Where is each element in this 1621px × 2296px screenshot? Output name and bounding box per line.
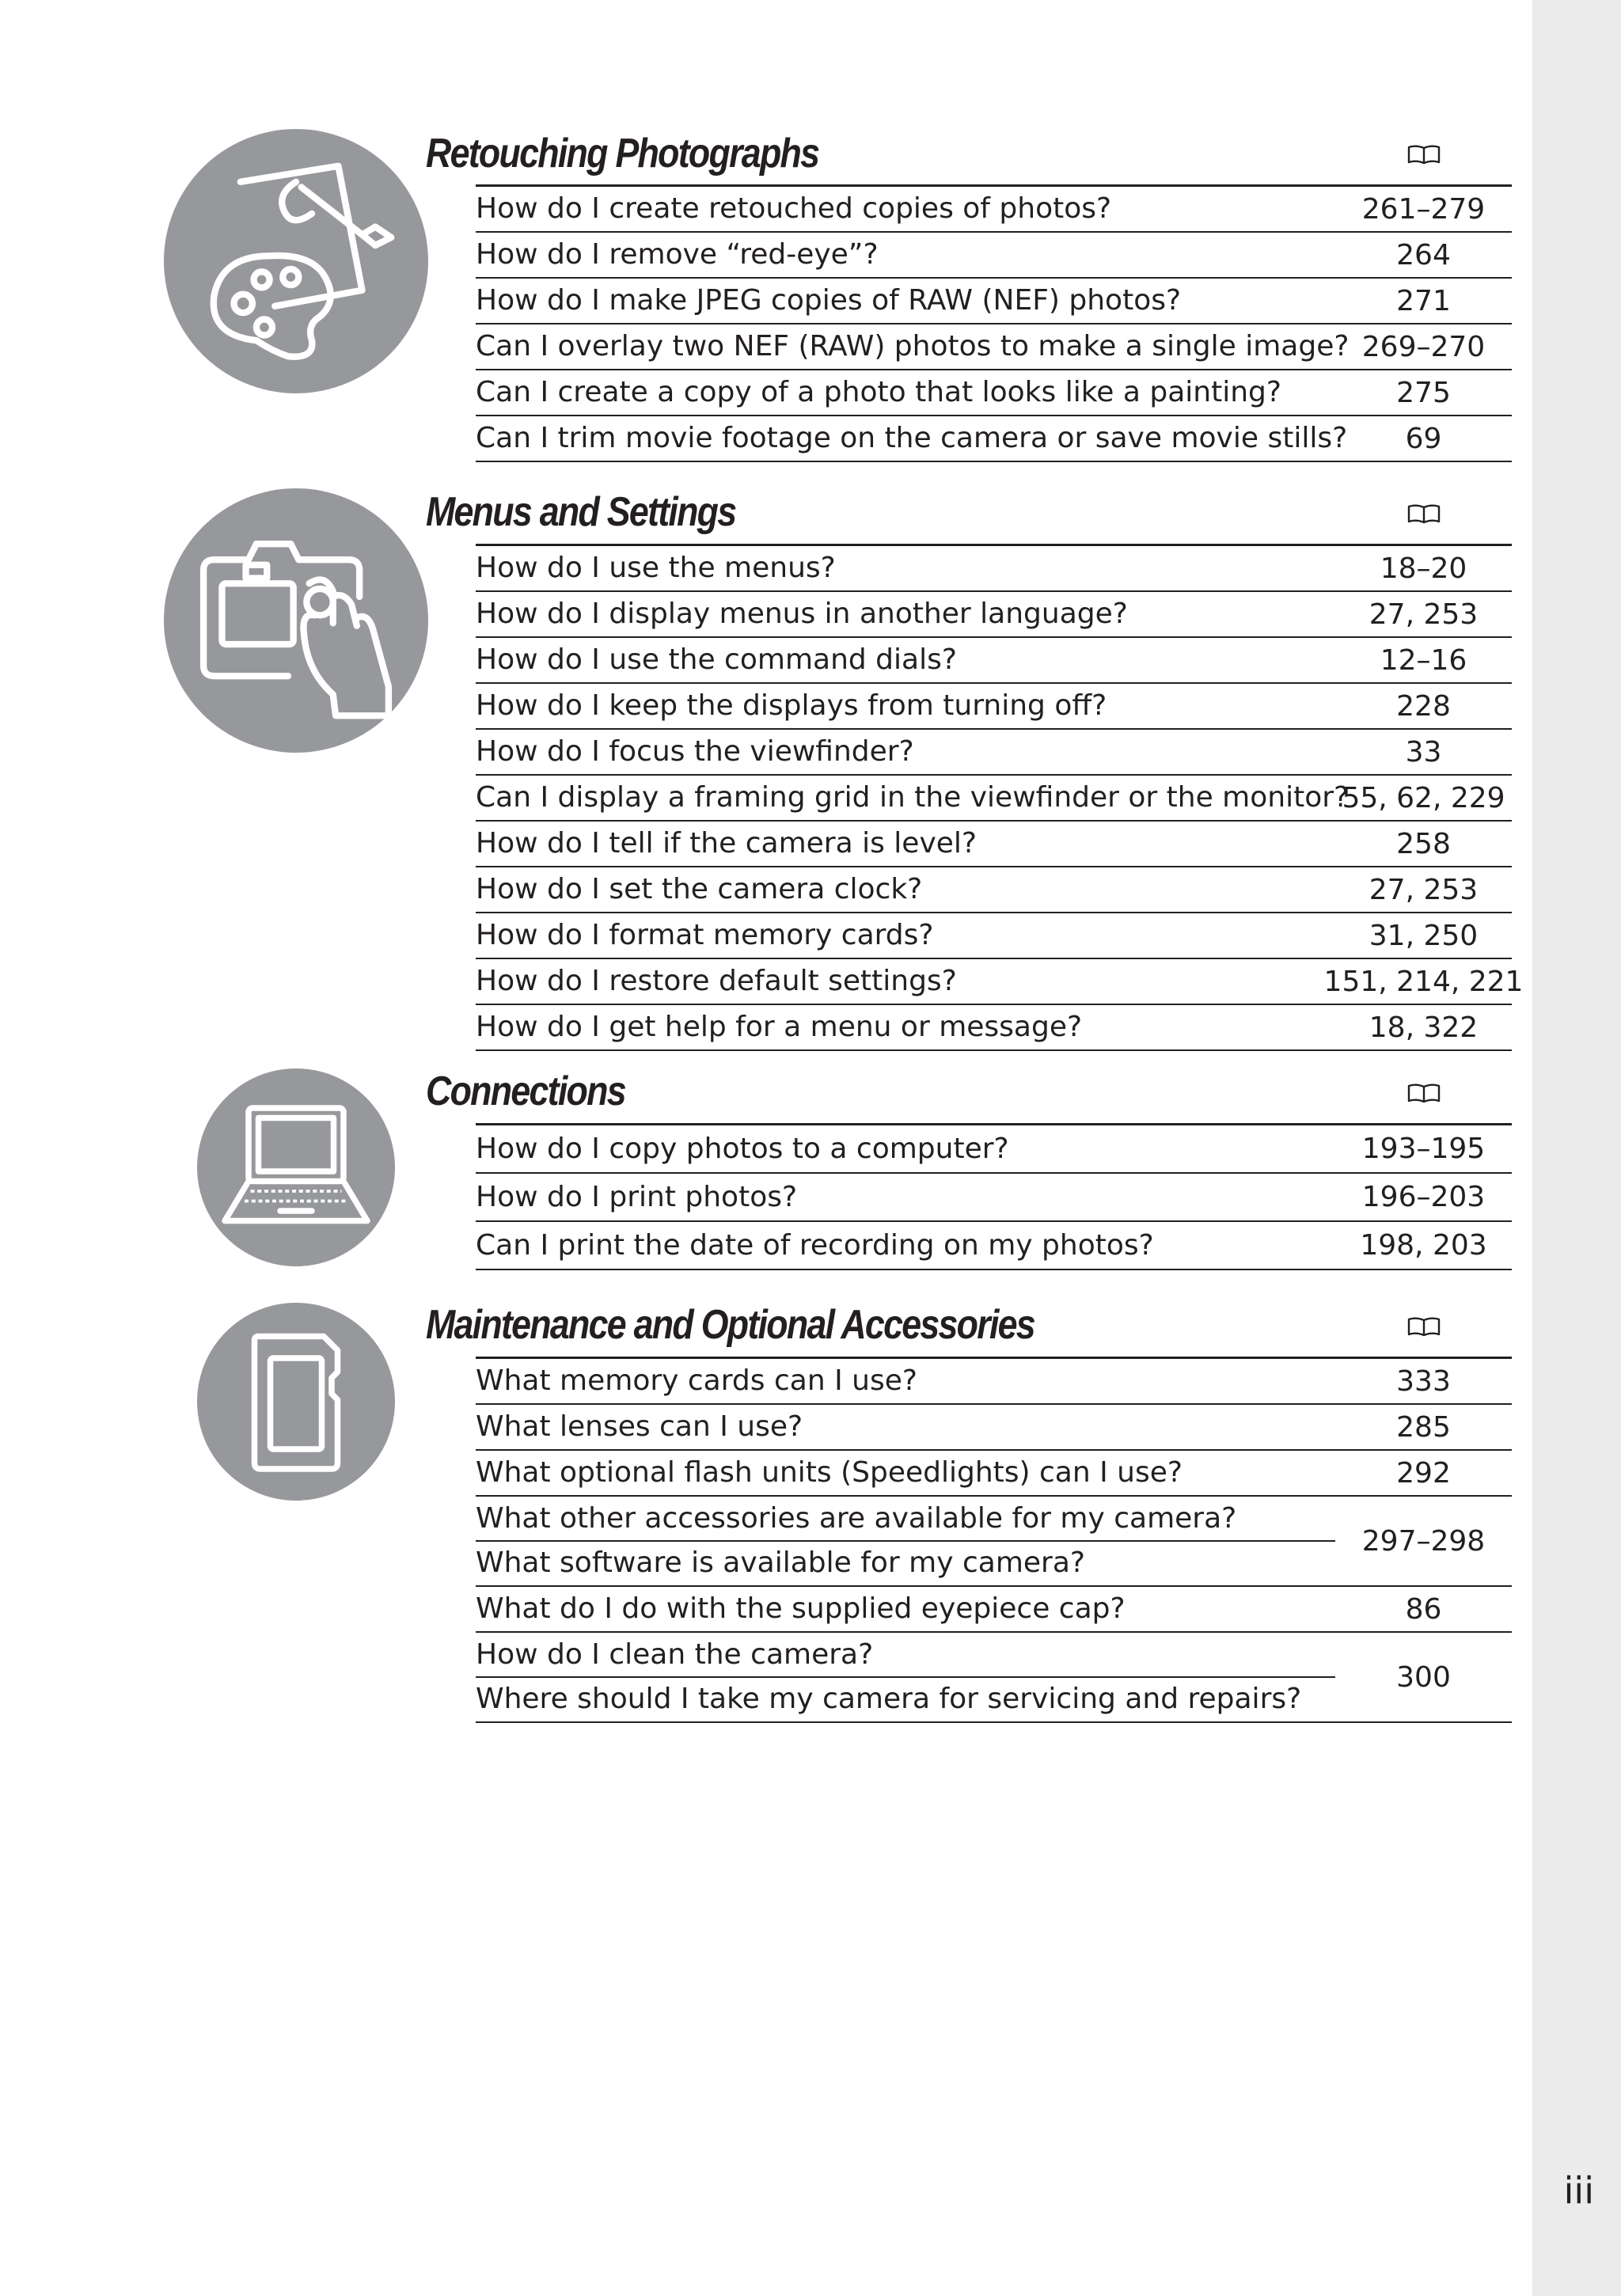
- question-text: How do I focus the viewfinder?: [476, 735, 914, 768]
- page-reference: 333: [1396, 1364, 1451, 1398]
- memory-card-icon: [197, 1303, 395, 1501]
- question-text: How do I print photos?: [476, 1181, 798, 1213]
- page-reference: 31, 250: [1369, 919, 1479, 952]
- table-row: [476, 233, 1512, 279]
- question-table-maintenance: [476, 1357, 1512, 1723]
- question-text: How do I keep the displays from turning off?: [476, 689, 1107, 722]
- table-row: [476, 1451, 1512, 1497]
- laptop-icon: [197, 1068, 395, 1266]
- table-row: [476, 1222, 1512, 1270]
- page-reference: 193–195: [1361, 1133, 1486, 1165]
- page-reference: 12–16: [1380, 643, 1467, 677]
- page-reference: 297–298: [1361, 1524, 1486, 1558]
- question-text: How do I display menus in another language?: [476, 598, 1128, 630]
- camera-hand-icon: [164, 488, 428, 753]
- question-text: How do I use the menus?: [476, 552, 836, 584]
- table-row: [476, 546, 1512, 592]
- section-title-connections: Connections: [426, 1068, 625, 1114]
- table-row: [476, 324, 1512, 370]
- table-row: [476, 1359, 1512, 1405]
- section-title-retouching: Retouching Photographs: [426, 131, 819, 176]
- question-text: How do I tell if the camera is level?: [476, 827, 978, 860]
- question-text: Can I display a framing grid in the viewfinder or the monitor?: [476, 781, 1350, 814]
- page-reference: 33: [1405, 735, 1442, 768]
- table-row: [476, 867, 1512, 913]
- table-row: [476, 279, 1512, 324]
- table-row: [476, 913, 1512, 959]
- page-reference: 55, 62, 229: [1342, 781, 1505, 814]
- question-text: How do I clean the camera?: [476, 1638, 874, 1671]
- table-row: [476, 592, 1512, 638]
- question-table-menus: [476, 544, 1524, 1051]
- question-text: What other accessories are available for my camera?: [476, 1502, 1237, 1535]
- page-reference: 228: [1396, 689, 1451, 723]
- page-reference: 285: [1396, 1410, 1451, 1444]
- section-title-menus: Menus and Settings: [426, 489, 736, 535]
- page-reference: 196–203: [1361, 1181, 1486, 1213]
- page-reference: 198, 203: [1360, 1229, 1487, 1262]
- question-text: How do I use the command dials?: [476, 643, 957, 676]
- question-text: How do I format memory cards?: [476, 919, 934, 951]
- question-text: How do I copy photos to a computer?: [476, 1133, 1009, 1165]
- book-icon: [1407, 503, 1441, 524]
- question-table-retouching: [476, 184, 1512, 462]
- table-row: [476, 416, 1512, 462]
- page-reference: 269–270: [1361, 330, 1486, 363]
- question-text: Where should I take my camera for servicing and repairs?: [476, 1683, 1302, 1715]
- book-icon: [1407, 1083, 1441, 1103]
- page-reference: 86: [1405, 1592, 1442, 1626]
- question-text: Can I trim movie footage on the camera or save movie stills?: [476, 422, 1348, 454]
- page-reference: 27, 253: [1369, 873, 1479, 906]
- page-reference: 69: [1405, 422, 1442, 455]
- page-reference: 258: [1396, 827, 1451, 860]
- question-text: How do I remove “red-eye”?: [476, 238, 879, 271]
- question-text: How do I get help for a menu or message?: [476, 1011, 1083, 1043]
- question-text: What optional flash units (Speedlights) can I use?: [476, 1456, 1183, 1489]
- page-reference: 292: [1396, 1456, 1451, 1490]
- question-text: How do I restore default settings?: [476, 965, 957, 997]
- question-text: What software is available for my camera?: [476, 1546, 1086, 1579]
- book-icon: [1407, 144, 1441, 165]
- page-reference: 261–279: [1361, 192, 1486, 226]
- table-row: [476, 638, 1512, 684]
- page-number: iii: [1563, 2169, 1594, 2212]
- page-reference: 271: [1396, 284, 1451, 317]
- table-row: [476, 370, 1512, 416]
- table-row: [476, 187, 1512, 233]
- page-side-strip: [1532, 0, 1621, 2296]
- question-text: What do I do with the supplied eyepiece cap?: [476, 1592, 1126, 1625]
- table-row: [476, 822, 1512, 867]
- page-reference: 27, 253: [1369, 598, 1479, 631]
- table-row: [476, 730, 1512, 776]
- page-reference: 18, 322: [1369, 1011, 1479, 1044]
- question-text: Can I create a copy of a photo that looks like a painting?: [476, 376, 1282, 408]
- palette-brush-icon: [164, 129, 428, 393]
- page-reference: 151, 214, 221: [1323, 965, 1524, 998]
- question-text: What memory cards can I use?: [476, 1364, 917, 1397]
- table-row: [476, 959, 1524, 1005]
- table-row: [476, 684, 1512, 730]
- page-reference: 275: [1396, 376, 1451, 409]
- question-text: What lenses can I use?: [476, 1410, 803, 1443]
- question-text: How do I create retouched copies of photos?: [476, 192, 1112, 225]
- page-reference: 300: [1396, 1660, 1451, 1694]
- table-row: [476, 1125, 1512, 1174]
- question-text: How do I make JPEG copies of RAW (NEF) photos?: [476, 284, 1182, 317]
- question-text: Can I print the date of recording on my photos?: [476, 1229, 1154, 1262]
- table-row: [476, 1005, 1512, 1051]
- table-row: [476, 1174, 1512, 1222]
- question-table-connections: [476, 1123, 1512, 1270]
- table-row: [476, 1497, 1512, 1587]
- table-row: [476, 776, 1512, 822]
- book-icon: [1407, 1316, 1441, 1337]
- table-row: [476, 1405, 1512, 1451]
- question-text: Can I overlay two NEF (RAW) photos to make a single image?: [476, 330, 1350, 362]
- page-reference: 264: [1396, 238, 1451, 271]
- question-text: How do I set the camera clock?: [476, 873, 923, 905]
- table-row: [476, 1633, 1512, 1723]
- section-title-maintenance: Maintenance and Optional Accessories: [426, 1302, 1034, 1348]
- page-reference: 18–20: [1380, 552, 1467, 585]
- table-row: [476, 1587, 1512, 1633]
